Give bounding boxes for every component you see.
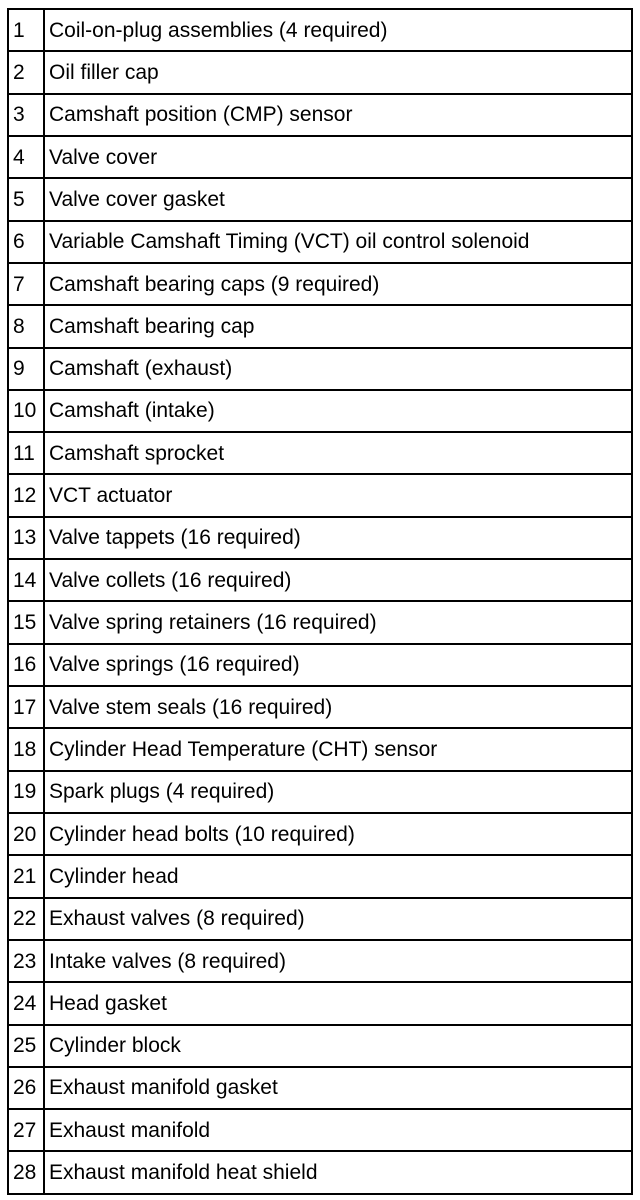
part-description: Cylinder head xyxy=(44,855,632,897)
parts-table-body xyxy=(8,9,632,1194)
table-row xyxy=(8,94,632,136)
part-number: 12 xyxy=(8,474,44,516)
table-row xyxy=(8,898,632,940)
part-description: Valve collets (16 required) xyxy=(44,559,632,601)
part-description: Exhaust manifold gasket xyxy=(44,1067,632,1109)
part-description: Coil-on-plug assemblies (4 required) xyxy=(44,9,632,51)
table-row xyxy=(8,1109,632,1151)
part-description: Valve stem seals (16 required) xyxy=(44,686,632,728)
part-number: 18 xyxy=(8,728,44,770)
part-description: Cylinder block xyxy=(44,1025,632,1067)
part-number: 17 xyxy=(8,686,44,728)
table-row xyxy=(8,1067,632,1109)
part-description: Intake valves (8 required) xyxy=(44,940,632,982)
part-description: Camshaft bearing caps (9 required) xyxy=(44,263,632,305)
table-row xyxy=(8,305,632,347)
part-number: 16 xyxy=(8,644,44,686)
table-row xyxy=(8,51,632,93)
table-row xyxy=(8,517,632,559)
table-row xyxy=(8,728,632,770)
part-number: 9 xyxy=(8,348,44,390)
table-row xyxy=(8,178,632,220)
part-number: 2 xyxy=(8,51,44,93)
part-number: 6 xyxy=(8,221,44,263)
part-number: 23 xyxy=(8,940,44,982)
part-number: 1 xyxy=(8,9,44,51)
table-row xyxy=(8,432,632,474)
part-number: 14 xyxy=(8,559,44,601)
table-row xyxy=(8,855,632,897)
table-row xyxy=(8,771,632,813)
part-description: Exhaust manifold heat shield xyxy=(44,1151,632,1194)
part-description: Head gasket xyxy=(44,982,632,1024)
part-description: Camshaft position (CMP) sensor xyxy=(44,94,632,136)
part-number: 11 xyxy=(8,432,44,474)
table-row xyxy=(8,559,632,601)
table-row xyxy=(8,1151,632,1194)
part-description: Valve cover xyxy=(44,136,632,178)
part-description: Valve springs (16 required) xyxy=(44,644,632,686)
part-description: Variable Camshaft Timing (VCT) oil control solenoid xyxy=(44,221,632,263)
part-number: 21 xyxy=(8,855,44,897)
table-row xyxy=(8,136,632,178)
table-row xyxy=(8,940,632,982)
table-row xyxy=(8,982,632,1024)
part-description: Cylinder head bolts (10 required) xyxy=(44,813,632,855)
part-description: Camshaft (exhaust) xyxy=(44,348,632,390)
table-row xyxy=(8,474,632,516)
part-description: Camshaft sprocket xyxy=(44,432,632,474)
part-number: 3 xyxy=(8,94,44,136)
part-description: Valve cover gasket xyxy=(44,178,632,220)
part-description: Camshaft bearing cap xyxy=(44,305,632,347)
part-number: 10 xyxy=(8,390,44,432)
part-number: 26 xyxy=(8,1067,44,1109)
part-description: Valve spring retainers (16 required) xyxy=(44,601,632,643)
part-number: 27 xyxy=(8,1109,44,1151)
table-row xyxy=(8,686,632,728)
part-number: 15 xyxy=(8,601,44,643)
part-number: 8 xyxy=(8,305,44,347)
part-number: 22 xyxy=(8,898,44,940)
part-number: 20 xyxy=(8,813,44,855)
parts-table xyxy=(7,8,633,1195)
table-row xyxy=(8,644,632,686)
part-description: Exhaust manifold xyxy=(44,1109,632,1151)
table-row xyxy=(8,1025,632,1067)
part-description: VCT actuator xyxy=(44,474,632,516)
part-description: Exhaust valves (8 required) xyxy=(44,898,632,940)
table-row xyxy=(8,263,632,305)
part-description: Camshaft (intake) xyxy=(44,390,632,432)
table-row xyxy=(8,601,632,643)
part-number: 5 xyxy=(8,178,44,220)
part-description: Cylinder Head Temperature (CHT) sensor xyxy=(44,728,632,770)
table-row xyxy=(8,813,632,855)
part-number: 28 xyxy=(8,1151,44,1194)
part-description: Valve tappets (16 required) xyxy=(44,517,632,559)
part-description: Oil filler cap xyxy=(44,51,632,93)
table-row xyxy=(8,9,632,51)
part-number: 7 xyxy=(8,263,44,305)
part-number: 19 xyxy=(8,771,44,813)
part-number: 25 xyxy=(8,1025,44,1067)
part-number: 13 xyxy=(8,517,44,559)
part-description: Spark plugs (4 required) xyxy=(44,771,632,813)
table-row xyxy=(8,221,632,263)
table-row xyxy=(8,390,632,432)
part-number: 4 xyxy=(8,136,44,178)
table-row xyxy=(8,348,632,390)
part-number: 24 xyxy=(8,982,44,1024)
